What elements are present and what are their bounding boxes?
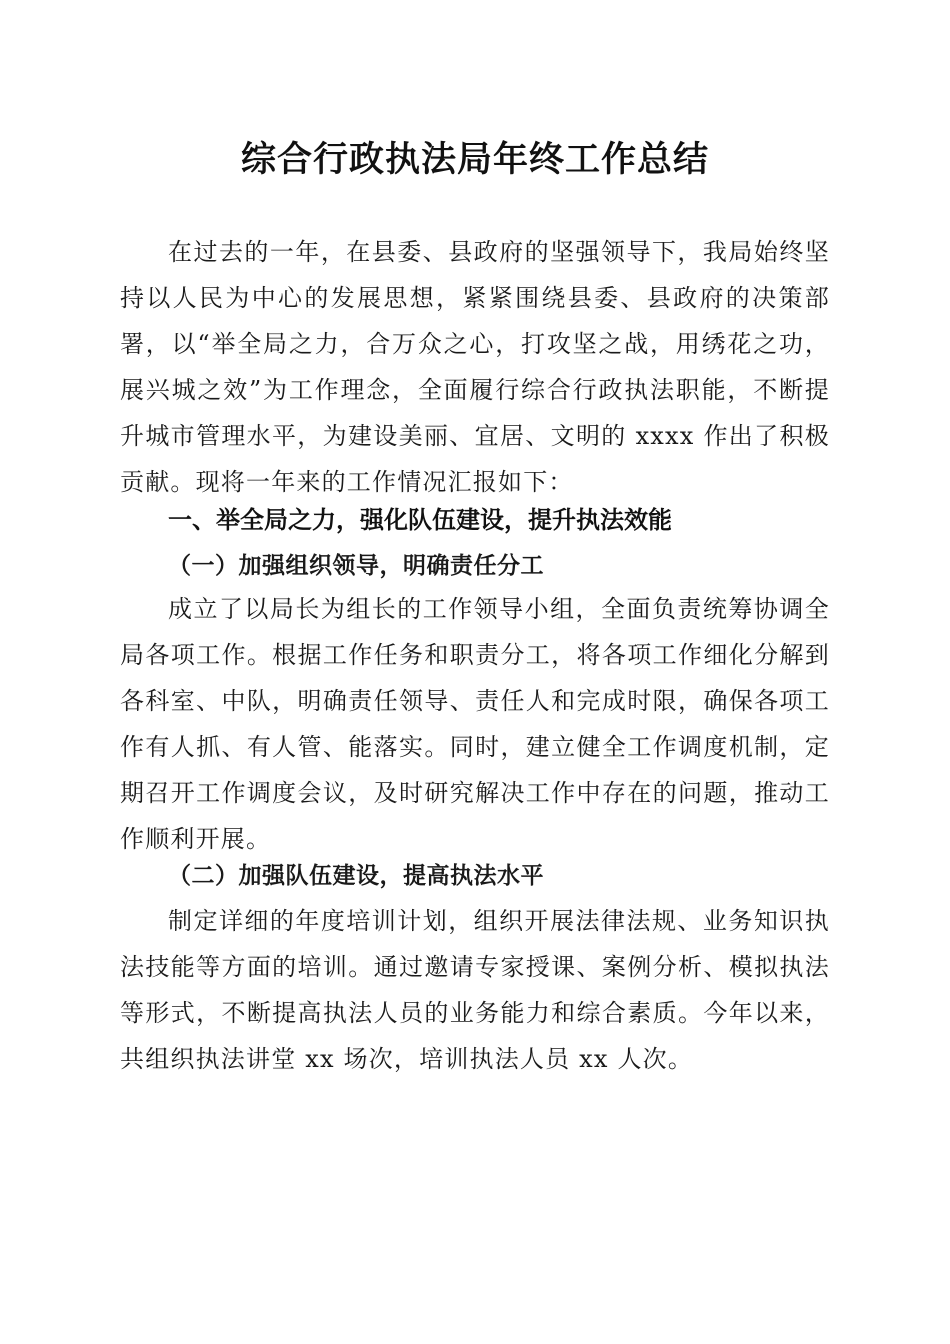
subsection-heading-1: （一）加强组织领导，明确责任分工 — [168, 552, 544, 579]
intro-paragraph: 在过去的一年，在县委、县政府的坚强领导下，我局始终坚持以人民为中心的发展思想，紧紧围绕县委、县政府的决策部署，以“举全局之力，合万众之心，打攻坚之战，用绣花之功，展兴城之效”为工作理念，全面履行综合行政执法职能，不断提升城市管理水平，为建设美丽、宜居、文明的 xxxx 作出了积极贡献。现将一年来的工作情况汇报如下： — [120, 238, 830, 496]
subsection-heading-2: （二）加强队伍建设，提高执法水平 — [168, 862, 544, 889]
section-heading-1: 一、举全局之力，强化队伍建设，提升执法效能 — [168, 506, 672, 534]
subsection-1-paragraph: 成立了以局长为组长的工作领导小组，全面负责统筹协调全局各项工作。根据工作任务和职责分工，将各项工作细化分解到各科室、中队，明确责任领导、责任人和完成时限，确保各项工作有人抓、有人管、能落实。同时，建立健全工作调度机制，定期召开工作调度会议，及时研究解决工作中存在的问题，推动工作顺利开展。 — [120, 595, 830, 853]
subsection-2-paragraph: 制定详细的年度培训计划，组织开展法律法规、业务知识执法技能等方面的培训。通过邀请专家授课、案例分析、模拟执法等形式，不断提高执法人员的业务能力和综合素质。今年以来，共组织执法讲堂 xx 场次，培训执法人员 xx 人次。 — [120, 907, 830, 1073]
document-title: 综合行政执法局年终工作总结 — [240, 139, 709, 180]
